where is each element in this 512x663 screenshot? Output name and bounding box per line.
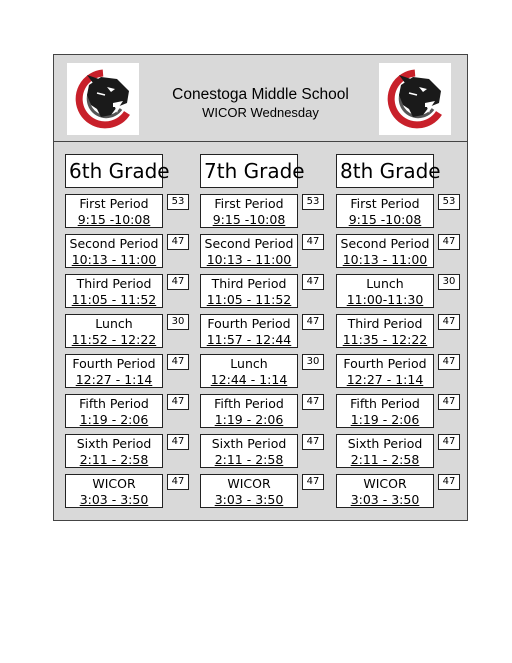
- period-box: [336, 354, 434, 388]
- period-name: Fourth Period: [343, 356, 427, 371]
- period-name: Third Period: [347, 316, 423, 331]
- period-time: 12:27 - 1:14: [346, 372, 424, 387]
- period-minutes-badge: 47: [438, 394, 460, 410]
- period-minutes-badge: 47: [167, 234, 189, 250]
- period-row: [65, 194, 192, 228]
- period-time: 10:13 - 11:00: [71, 252, 157, 267]
- period-time: 12:27 - 1:14: [75, 372, 153, 387]
- period-time: 1:19 - 2:06: [350, 412, 420, 427]
- period-box: [200, 394, 298, 428]
- period-time: 11:05 - 11:52: [206, 292, 292, 307]
- period-name: Second Period: [204, 236, 294, 251]
- period-time: 1:19 - 2:06: [214, 412, 284, 427]
- grade-column: [65, 154, 192, 508]
- period-time: 9:15 -10:08: [348, 212, 422, 227]
- period-row: [336, 434, 463, 468]
- period-box: [200, 354, 298, 388]
- period-minutes-badge: 47: [438, 434, 460, 450]
- period-minutes-badge: 47: [302, 234, 324, 250]
- period-row: [200, 354, 327, 388]
- period-time: 10:13 - 11:00: [206, 252, 292, 267]
- grade-heading: 6th Grade: [65, 154, 163, 188]
- period-time: 11:35 - 12:22: [342, 332, 428, 347]
- period-time: 12:44 - 1:14: [210, 372, 288, 387]
- period-row: [65, 434, 192, 468]
- period-row: [200, 394, 327, 428]
- period-time: 3:03 - 3:50: [79, 492, 149, 507]
- period-box: [65, 234, 163, 268]
- period-box: [200, 194, 298, 228]
- period-minutes-badge: 47: [438, 314, 460, 330]
- period-minutes-badge: 47: [302, 434, 324, 450]
- period-time: 2:11 - 2:58: [350, 452, 420, 467]
- period-row: [65, 474, 192, 508]
- period-minutes-badge: 47: [302, 274, 324, 290]
- period-name: Lunch: [366, 276, 404, 291]
- period-name: Fourth Period: [207, 316, 291, 331]
- period-box: [336, 474, 434, 508]
- period-row: [65, 314, 192, 348]
- period-name: Third Period: [76, 276, 152, 291]
- period-minutes-badge: 47: [167, 434, 189, 450]
- school-name: Conestoga Middle School: [172, 86, 349, 103]
- period-name: First Period: [214, 196, 284, 211]
- period-box: [65, 354, 163, 388]
- grade-column: [336, 154, 463, 508]
- period-row: [65, 394, 192, 428]
- period-minutes-badge: 47: [438, 354, 460, 370]
- period-minutes-badge: 47: [167, 474, 189, 490]
- period-minutes-badge: 53: [167, 194, 189, 210]
- period-box: [65, 274, 163, 308]
- period-time: 3:03 - 3:50: [350, 492, 420, 507]
- period-row: [65, 274, 192, 308]
- period-name: Fifth Period: [214, 396, 284, 411]
- period-row: [336, 314, 463, 348]
- period-time: 2:11 - 2:58: [214, 452, 284, 467]
- period-minutes-badge: 30: [167, 314, 189, 330]
- grade-heading: 7th Grade: [200, 154, 298, 188]
- period-minutes-badge: 47: [302, 474, 324, 490]
- period-time: 11:05 - 11:52: [71, 292, 157, 307]
- period-row: [200, 194, 327, 228]
- period-name: First Period: [350, 196, 420, 211]
- period-row: [336, 194, 463, 228]
- period-row: [200, 434, 327, 468]
- period-name: WICOR: [227, 476, 271, 491]
- period-time: 11:57 - 12:44: [206, 332, 292, 347]
- cougar-logo-icon: [379, 63, 451, 135]
- period-name: Fourth Period: [72, 356, 156, 371]
- period-time: 11:00-11:30: [346, 292, 424, 307]
- period-name: Sixth Period: [76, 436, 152, 451]
- schedule-frame: [53, 54, 468, 521]
- period-box: [200, 434, 298, 468]
- period-minutes-badge: 47: [167, 354, 189, 370]
- period-name: Fifth Period: [79, 396, 149, 411]
- period-minutes-badge: 53: [438, 194, 460, 210]
- period-time: 9:15 -10:08: [212, 212, 286, 227]
- period-name: First Period: [79, 196, 149, 211]
- period-box: [65, 474, 163, 508]
- period-box: [200, 234, 298, 268]
- period-row: [336, 354, 463, 388]
- period-minutes-badge: 47: [438, 474, 460, 490]
- period-minutes-badge: 47: [302, 314, 324, 330]
- period-row: [200, 234, 327, 268]
- period-time: 1:19 - 2:06: [79, 412, 149, 427]
- period-minutes-badge: 47: [167, 274, 189, 290]
- period-box: [336, 274, 434, 308]
- period-box: [65, 194, 163, 228]
- period-row: [336, 234, 463, 268]
- period-name: Sixth Period: [347, 436, 423, 451]
- period-box: [336, 194, 434, 228]
- period-box: [200, 274, 298, 308]
- period-row: [336, 394, 463, 428]
- grade-heading: 8th Grade: [336, 154, 434, 188]
- period-box: [65, 314, 163, 348]
- period-name: WICOR: [363, 476, 407, 491]
- period-row: [200, 474, 327, 508]
- period-row: [65, 354, 192, 388]
- schedule-subtitle: WICOR Wednesday: [202, 105, 319, 120]
- period-time: 9:15 -10:08: [77, 212, 151, 227]
- period-name: Fifth Period: [350, 396, 420, 411]
- period-row: [200, 274, 327, 308]
- period-minutes-badge: 30: [438, 274, 460, 290]
- schedule-header: [54, 55, 467, 142]
- period-box: [336, 234, 434, 268]
- period-name: Lunch: [95, 316, 133, 331]
- period-row: [336, 474, 463, 508]
- period-name: Third Period: [211, 276, 287, 291]
- period-minutes-badge: 53: [302, 194, 324, 210]
- period-box: [336, 394, 434, 428]
- period-box: [200, 474, 298, 508]
- period-box: [65, 434, 163, 468]
- period-minutes-badge: 30: [302, 354, 324, 370]
- period-name: Second Period: [69, 236, 159, 251]
- period-name: Lunch: [230, 356, 268, 371]
- period-time: 10:13 - 11:00: [342, 252, 428, 267]
- period-minutes-badge: 47: [302, 394, 324, 410]
- period-row: [65, 234, 192, 268]
- period-name: Sixth Period: [211, 436, 287, 451]
- period-name: WICOR: [92, 476, 136, 491]
- period-row: [336, 274, 463, 308]
- period-name: Second Period: [340, 236, 430, 251]
- period-box: [200, 314, 298, 348]
- period-minutes-badge: 47: [438, 234, 460, 250]
- period-box: [336, 434, 434, 468]
- period-row: [200, 314, 327, 348]
- grade-column: [200, 154, 327, 508]
- period-minutes-badge: 47: [167, 394, 189, 410]
- period-box: [336, 314, 434, 348]
- period-time: 3:03 - 3:50: [214, 492, 284, 507]
- period-time: 11:52 - 12:22: [71, 332, 157, 347]
- period-time: 2:11 - 2:58: [79, 452, 149, 467]
- period-box: [65, 394, 163, 428]
